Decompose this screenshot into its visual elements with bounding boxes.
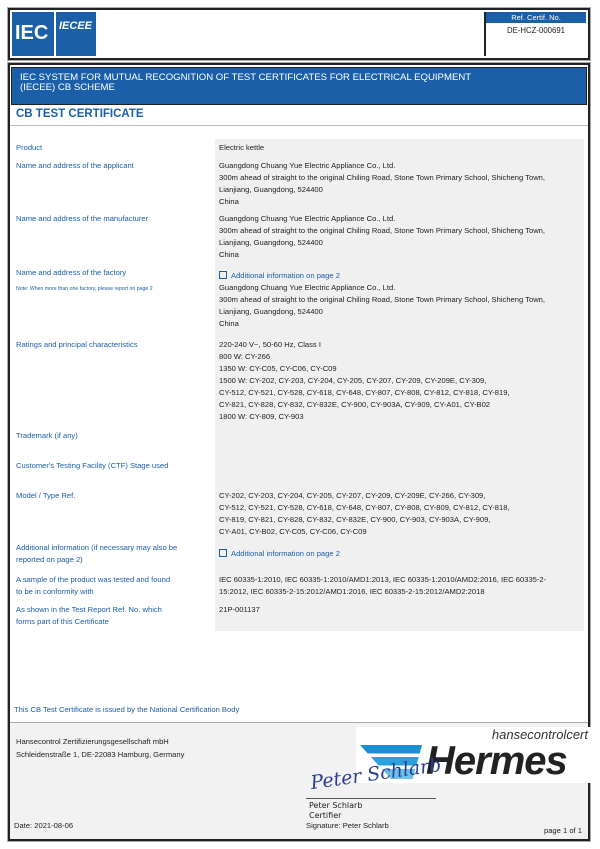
checkbox-label: Additional information on page 2 [231,549,340,558]
company-address: Schleidenstraße 1, DE-22083 Hamburg, Germany [16,750,185,759]
address-line: Lianjiang, Guangdong, 524400 [219,185,323,194]
address-line: 300m ahead of straight to the original Chiling Road, Stone Town Primary School, Shicheng Town, [219,173,546,182]
signer [309,801,362,821]
ref-value: DE-HCZ-000691 [506,26,566,35]
rating-line: CY-512, CY-521, CY-528, CY-618, CY-648, CY-807, CY-808, CY-812, CY-818, CY-819, [219,388,510,397]
label-line: As shown in the Test Report Ref. No. which [16,605,162,614]
checkbox[interactable] [219,271,227,279]
date: Date: 2021-08-06 [14,821,74,830]
label-line: Additional information (if necessary may also be [16,543,178,552]
rating-line: 220-240 V~, 50-60 Hz, Class I [219,340,321,349]
handwritten-signature: Peter Schlarb [309,753,443,795]
label-ctf: Customer's Testing Facility (CTF) Stage used [16,461,169,470]
model-line: CY-A01, CY-B02, CY-C05, CY-C06, CY-C09 [219,527,367,536]
label-additional [16,542,206,566]
additional-info-checkbox[interactable] [219,548,581,560]
footer [10,722,588,839]
value-product: Electric kettle [219,143,265,152]
value-manufacturer [219,213,581,261]
value-test-report: 21P-001137 [219,605,260,614]
label-factory: Name and address of the factory [16,268,127,277]
rating-line: CY-821, CY-828, CY-832, CY-832E, CY-900, CY-903A, CY-909, CY-A01, CY-B02 [219,400,491,409]
address-line: Guangdong Chuang Yue Electric Appliance Co., Ltd. [219,161,396,170]
model-line: CY-819, CY-821, CY-828, CY-832, CY-832E, CY-900, CY-903, CY-903A, CY-909, [219,515,491,524]
company-name: Hansecontrol Zertifizierungsgesellschaft mbH [16,737,169,746]
label-sample [16,574,206,598]
rating-line: 1500 W: CY-202, CY-203, CY-204, CY-205, CY-207, CY-209, CY-209E, CY-309, [219,376,487,385]
address-line: China [219,197,239,206]
certificate-body [8,63,590,841]
checkbox[interactable] [219,549,227,557]
address-line: 300m ahead of straight to the original Chiling Road, Stone Town Primary School, Shicheng Town, [219,295,546,304]
checkbox-label: Additional information on page 2 [231,271,340,280]
label-line: A sample of the product was tested and found [16,575,171,584]
page-number: page 1 of 1 [543,826,582,835]
ref-certificate-box [484,12,586,56]
rating-line: 1800 W: CY-809, CY-903 [219,412,304,421]
address-line: Guangdong Chuang Yue Electric Appliance Co., Ltd. [219,214,396,223]
issued-statement: This CB Test Certificate is issued by the National Certification Body [14,705,240,714]
label-product: Product [16,143,43,152]
banner-line: (IECEE) CB SCHEME [20,82,115,93]
label-manufacturer: Name and address of the manufacturer [16,214,149,223]
address-line: China [219,250,239,259]
address-line: Lianjiang, Guangdong, 524400 [219,307,323,316]
certificate-header [8,8,590,60]
logo-main-text: Hermes [426,739,567,783]
standard-line: 15:2012, IEC 60335-2-15:2012/AMD1:2016, IEC 60335-2-15:2012/AMD2:2018 [219,587,485,596]
address-line: Lianjiang, Guangdong, 524400 [219,238,323,247]
address-line: China [219,319,239,328]
signer-name: Peter Schlarb [309,801,363,810]
scheme-banner [11,67,587,105]
banner-line: IEC SYSTEM FOR MUTUAL RECOGNITION OF TEST CERTIFICATES FOR ELECTRICAL EQUIPMENT [20,72,472,83]
factory-note: Note: When more than one factory, please report on page 2 [16,286,153,292]
model-line: CY-202, CY-203, CY-204, CY-205, CY-207, CY-209, CY-209E, CY-266, CY-309, [219,491,486,500]
iecee-logo-text: IECEE [59,20,93,32]
label-test-report [16,604,206,628]
value-factory [219,270,581,330]
model-line: CY-512, CY-521, CY-528, CY-618, CY-648, CY-807, CY-808, CY-809, CY-812, CY-818, [219,503,510,512]
address-line: 300m ahead of straight to the original Chiling Road, Stone Town Primary School, Shicheng Town, [219,226,546,235]
iecee-logo [56,12,96,56]
standard-line: IEC 60335-1:2010, IEC 60335-1:2010/AMD1:2013, IEC 60335-1:2010/AMD2:2016, IEC 60335-2- [219,575,547,584]
signer-role: Certifier [309,811,342,820]
value-standards [219,574,581,598]
signature-text: Signature: Peter Schlarb [306,821,389,830]
label-line: reported on page 2) [16,555,83,564]
rating-line: 1350 W: CY-C05, CY-C06, CY-C09 [219,364,337,373]
issuer-address [16,735,184,761]
rating-line: 800 W: CY-266 [219,352,271,361]
label-line: to be in conformity with [16,587,94,596]
divider [10,125,588,126]
label-line: forms part of this Certificate [16,617,109,626]
factory-additional-info[interactable] [219,270,581,282]
page-title: CB TEST CERTIFICATE [16,108,144,120]
label-trademark: Trademark (if any) [16,431,78,440]
value-ratings [219,339,581,423]
logo-top-text: hansecontrolcert [491,727,588,742]
iec-logo [12,12,54,56]
signature-line [306,798,436,799]
iec-logo-text: IEC [15,22,49,44]
label-applicant: Name and address of the applicant [16,161,134,170]
ref-label: Ref. Certif. No. [486,12,586,23]
label-ratings: Ratings and principal characteristics [16,340,138,349]
value-applicant [219,160,581,208]
label-model: Model / Type Ref. [16,491,76,500]
address-line: Guangdong Chuang Yue Electric Appliance Co., Ltd. [219,283,396,292]
value-model [219,490,581,538]
